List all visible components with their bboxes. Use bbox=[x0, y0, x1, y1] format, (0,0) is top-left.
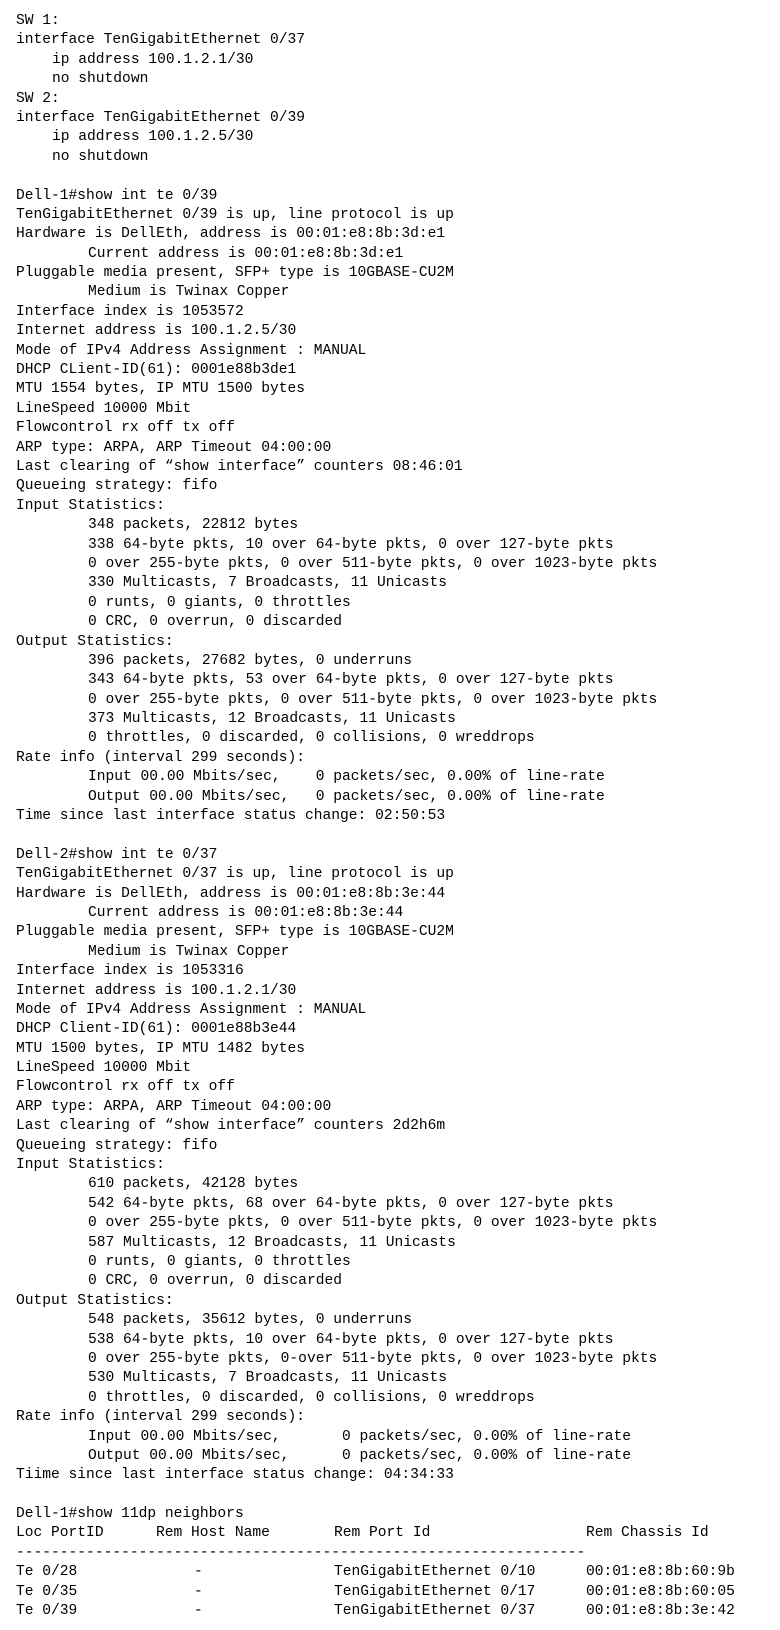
dell2-status-change-time: Tiime since last interface status change: 04:34:33 bbox=[16, 1467, 454, 1484]
blank-line bbox=[16, 826, 780, 845]
dell2-input-stat: 587 Multicasts, 12 Broadcasts, 11 Unicasts bbox=[88, 1234, 456, 1251]
lldp-header-row bbox=[16, 1524, 780, 1543]
dell1-prompt: Dell-1#show int te 0/39 bbox=[16, 187, 218, 204]
dell1-rate-output: Output 00.00 Mbits/sec, 0 packets/sec, 0.00% of line-rate bbox=[88, 788, 605, 805]
dell2-line: Current address is 00:01:e8:8b:3e:44 bbox=[88, 904, 404, 921]
dell1-line: TenGigabitEthernet 0/39 is up, line protocol is up bbox=[16, 206, 454, 223]
lldp-rem-chassis: 00:01:e8:8b:60:05 bbox=[586, 1583, 735, 1600]
dell2-line: ARP type: ARPA, ARP Timeout 04:00:00 bbox=[16, 1098, 332, 1115]
dell1-output-stat: 0 throttles, 0 discarded, 0 collisions, 0 wreddrops bbox=[88, 730, 535, 747]
dell2-output-stats-header: Output Statistics: bbox=[16, 1292, 174, 1309]
dell1-input-stat: 338 64-byte pkts, 10 over 64-byte pkts, 0 over 127-byte pkts bbox=[88, 536, 614, 553]
lldp-loc-port: Te 0/35 bbox=[16, 1583, 78, 1600]
dell2-input-stat: 0 over 255-byte pkts, 0 over 511-byte pkts, 0 over 1023-byte pkts bbox=[88, 1215, 658, 1232]
dell2-line: MTU 1500 bytes, IP MTU 1482 bytes bbox=[16, 1040, 306, 1057]
lldp-rem-host: - bbox=[194, 1583, 203, 1600]
dell2-output-stat: 530 Multicasts, 7 Broadcasts, 11 Unicasts bbox=[88, 1370, 448, 1387]
dell2-rate-header: Rate info (interval 299 seconds): bbox=[16, 1409, 306, 1426]
dell1-line: Last clearing of “show interface” counters 08:46:01 bbox=[16, 458, 463, 475]
dell1-input-stat: 0 runts, 0 giants, 0 throttles bbox=[88, 594, 351, 611]
dell1-line: Interface index is 1053572 bbox=[16, 303, 244, 320]
dell2-input-stat: 542 64-byte pkts, 68 over 64-byte pkts, 0 over 127-byte pkts bbox=[88, 1195, 614, 1212]
lldp-header-loc-port: Loc PortID bbox=[16, 1525, 104, 1542]
dell2-output-stat: 0 over 255-byte pkts, 0-over 511-byte pkts, 0 over 1023-byte pkts bbox=[88, 1350, 658, 1367]
dell1-line: Mode of IPv4 Address Assignment : MANUAL bbox=[16, 342, 367, 359]
dell1-line: Flowcontrol rx off tx off bbox=[16, 420, 235, 437]
dell1-line: Current address is 00:01:e8:8b:3d:e1 bbox=[88, 245, 404, 262]
dell1-input-stat: 348 packets, 22812 bytes bbox=[88, 517, 299, 534]
lldp-divider: ----------------------------------------------------------------- bbox=[16, 1544, 586, 1561]
dell1-line: Medium is Twinax Copper bbox=[88, 284, 290, 301]
sw2-label: SW 2: bbox=[16, 90, 60, 107]
dell2-output-stat: 0 throttles, 0 discarded, 0 collisions, 0 wreddrops bbox=[88, 1389, 535, 1406]
dell1-input-stat: 0 over 255-byte pkts, 0 over 511-byte pkts, 0 over 1023-byte pkts bbox=[88, 555, 658, 572]
sw2-no-shutdown: no shutdown bbox=[52, 148, 149, 165]
lldp-loc-port: Te 0/28 bbox=[16, 1564, 78, 1581]
dell1-status-change-time: Time since last interface status change: 02:50:53 bbox=[16, 808, 446, 825]
dell2-line: TenGigabitEthernet 0/37 is up, line protocol is up bbox=[16, 866, 454, 883]
dell1-output-stat: 343 64-byte pkts, 53 over 64-byte pkts, 0 over 127-byte pkts bbox=[88, 672, 614, 689]
sw1-label: SW 1: bbox=[16, 13, 60, 29]
dell1-line: Pluggable media present, SFP+ type is 10GBASE-CU2M bbox=[16, 265, 454, 282]
lldp-loc-port: Te 0/39 bbox=[16, 1603, 78, 1620]
dell1-rate-input: Input 00.00 Mbits/sec, 0 packets/sec, 0.00% of line-rate bbox=[88, 769, 605, 786]
lldp-header-rem-port: Rem Port Id bbox=[334, 1525, 431, 1542]
lldp-rem-port: TenGigabitEthernet 0/17 bbox=[334, 1583, 536, 1600]
dell2-line: Flowcontrol rx off tx off bbox=[16, 1079, 235, 1096]
sw2-interface: interface TenGigabitEthernet 0/39 bbox=[16, 109, 306, 126]
lldp-row bbox=[16, 1563, 780, 1582]
dell2-line: Medium is Twinax Copper bbox=[88, 943, 290, 960]
lldp-rem-host: - bbox=[194, 1564, 203, 1581]
dell1-line: Queueing strategy: fifo bbox=[16, 478, 218, 495]
dell2-line: Interface index is 1053316 bbox=[16, 963, 244, 980]
dell2-line: LineSpeed 10000 Mbit bbox=[16, 1060, 192, 1077]
lldp-header-rem-chassis: Rem Chassis Id bbox=[586, 1525, 709, 1542]
dell1-input-stat: 0 CRC, 0 overrun, 0 discarded bbox=[88, 614, 342, 631]
dell1-output-stat: 396 packets, 27682 bytes, 0 underruns bbox=[88, 652, 413, 669]
dell2-output-stat: 548 packets, 35612 bytes, 0 underruns bbox=[88, 1312, 413, 1329]
sw1-interface: interface TenGigabitEthernet 0/37 bbox=[16, 32, 306, 49]
dell2-rate-input: Input 00.00 Mbits/sec, 0 packets/sec, 0.00% of line-rate bbox=[88, 1428, 631, 1445]
dell2-line: Internet address is 100.1.2.1/30 bbox=[16, 982, 297, 999]
dell1-rate-header: Rate info (interval 299 seconds): bbox=[16, 749, 306, 766]
lldp-rem-host: - bbox=[194, 1603, 203, 1620]
dell2-prompt: Dell-2#show int te 0/37 bbox=[16, 846, 218, 863]
blank-line bbox=[16, 167, 780, 186]
dell2-input-stat: 610 packets, 42128 bytes bbox=[88, 1176, 299, 1193]
dell2-input-stat: 0 CRC, 0 overrun, 0 discarded bbox=[88, 1273, 342, 1290]
dell1-line: DHCP CLient-ID(61): 0001e88b3de1 bbox=[16, 362, 297, 379]
dell1-line: MTU 1554 bytes, IP MTU 1500 bytes bbox=[16, 381, 306, 398]
dell1-input-stats-header: Input Statistics: bbox=[16, 497, 165, 514]
dell1-output-stat: 373 Multicasts, 12 Broadcasts, 11 Unicasts bbox=[88, 711, 456, 728]
dell2-line: Queueing strategy: fifo bbox=[16, 1137, 218, 1154]
dell1-line: Internet address is 100.1.2.5/30 bbox=[16, 323, 297, 340]
dell2-line: Pluggable media present, SFP+ type is 10GBASE-CU2M bbox=[16, 924, 454, 941]
dell1-line: Hardware is DellEth, address is 00:01:e8:8b:3d:e1 bbox=[16, 226, 446, 243]
lldp-row bbox=[16, 1602, 780, 1621]
lldp-prompt: Dell-1#show 11dp neighbors bbox=[16, 1506, 244, 1523]
lldp-rem-port: TenGigabitEthernet 0/10 bbox=[334, 1564, 536, 1581]
dell2-line: Last clearing of “show interface” counters 2d2h6m bbox=[16, 1118, 446, 1135]
dell2-output-stat: 538 64-byte pkts, 10 over 64-byte pkts, 0 over 127-byte pkts bbox=[88, 1331, 614, 1348]
blank-line bbox=[16, 1486, 780, 1505]
sw1-no-shutdown: no shutdown bbox=[52, 71, 149, 88]
sw1-ip-address: ip address 100.1.2.1/30 bbox=[52, 51, 254, 68]
dell1-line: LineSpeed 10000 Mbit bbox=[16, 400, 192, 417]
dell2-input-stat: 0 runts, 0 giants, 0 throttles bbox=[88, 1254, 351, 1270]
dell2-rate-output: Output 00.00 Mbits/sec, 0 packets/sec, 0.00% of line-rate bbox=[88, 1447, 631, 1464]
dell2-line: DHCP Client-ID(61): 0001e88b3e44 bbox=[16, 1021, 297, 1038]
lldp-rem-chassis: 00:01:e8:8b:60:9b bbox=[586, 1564, 735, 1581]
lldp-rem-port: TenGigabitEthernet 0/37 bbox=[334, 1603, 536, 1620]
sw2-ip-address: ip address 100.1.2.5/30 bbox=[52, 129, 254, 146]
dell1-input-stat: 330 Multicasts, 7 Broadcasts, 11 Unicasts bbox=[88, 575, 448, 592]
lldp-header-rem-host: Rem Host Name bbox=[156, 1525, 270, 1542]
dell1-output-stats-header: Output Statistics: bbox=[16, 633, 174, 650]
dell2-input-stats-header: Input Statistics: bbox=[16, 1157, 165, 1174]
dell1-output-stat: 0 over 255-byte pkts, 0 over 511-byte pkts, 0 over 1023-byte pkts bbox=[88, 691, 658, 708]
dell2-line: Mode of IPv4 Address Assignment : MANUAL bbox=[16, 1001, 367, 1018]
lldp-row bbox=[16, 1583, 780, 1602]
dell2-line: Hardware is DellEth, address is 00:01:e8:8b:3e:44 bbox=[16, 885, 446, 902]
lldp-rem-chassis: 00:01:e8:8b:3e:42 bbox=[586, 1603, 735, 1620]
dell1-line: ARP type: ARPA, ARP Timeout 04:00:00 bbox=[16, 439, 332, 456]
